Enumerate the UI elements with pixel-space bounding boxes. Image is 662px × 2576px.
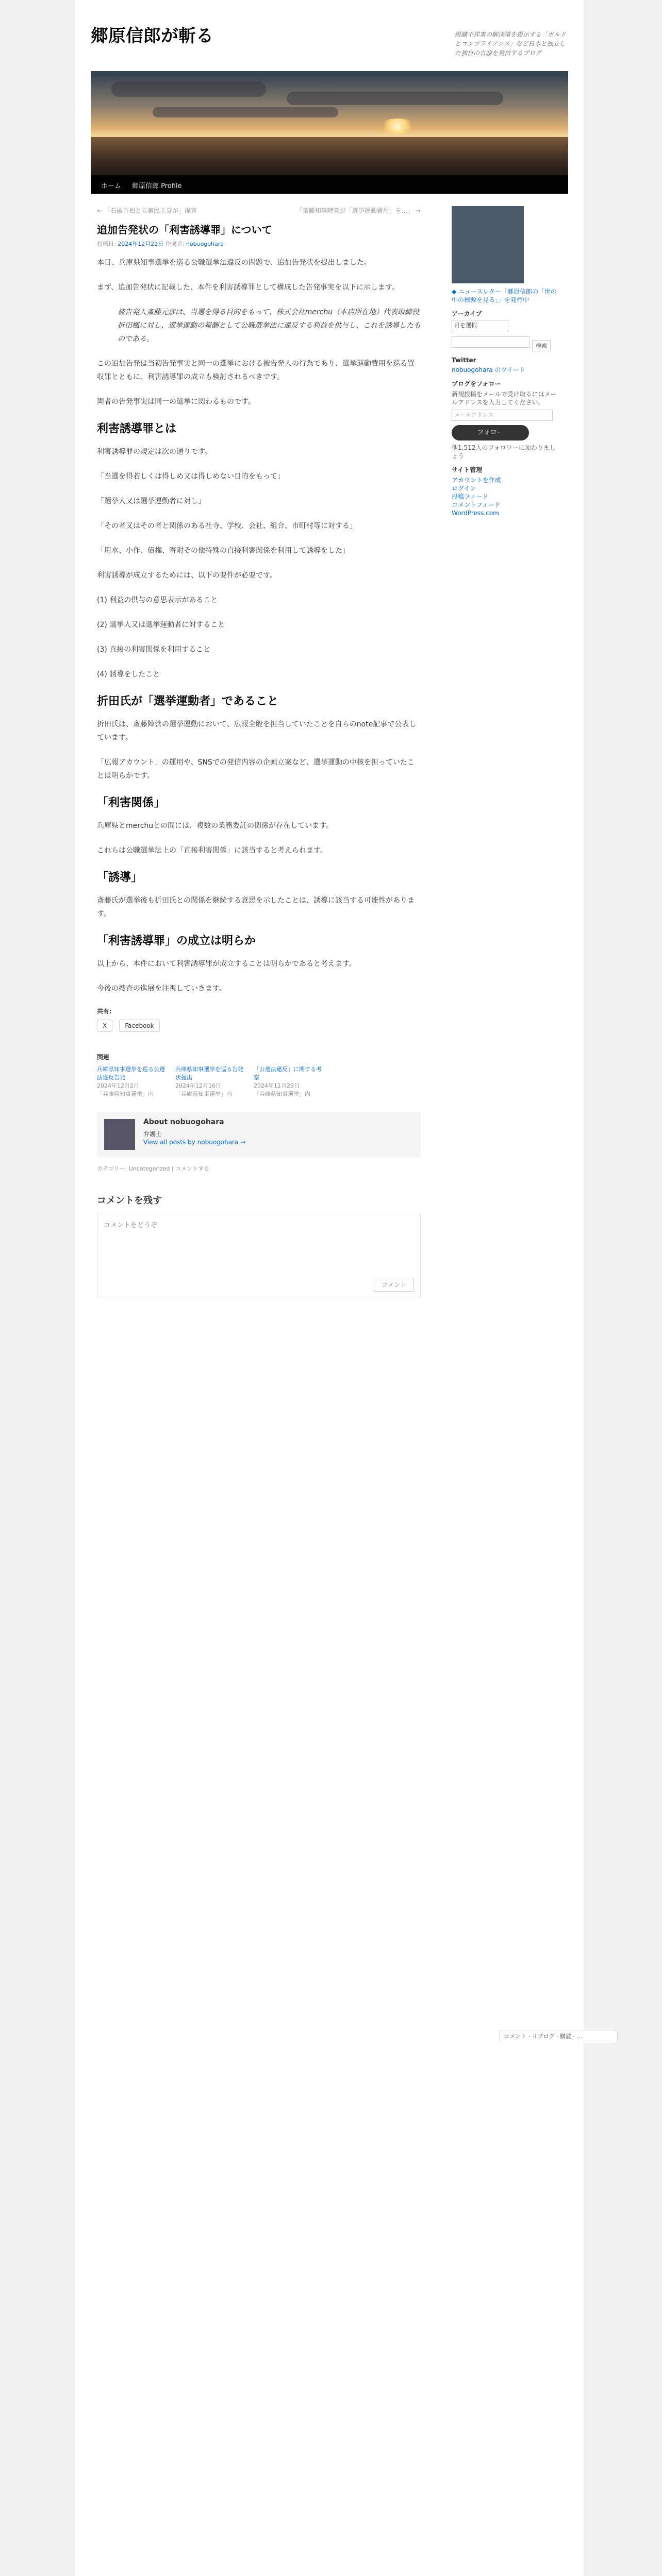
floating-comment-button[interactable]: コメント bbox=[504, 2033, 526, 2040]
paragraph: (2) 選挙人又は選挙運動者に対すること bbox=[97, 621, 225, 629]
author-box bbox=[97, 1112, 421, 1157]
header-cloud bbox=[111, 81, 266, 97]
admin-title: サイト管理 bbox=[452, 466, 483, 473]
paragraph: 折田氏は、斎藤陣営の選挙運動において、広報全般を担当していたことを自らのnote記事で公表しています。 bbox=[97, 720, 417, 742]
paragraph: まず、追加告発状に記載した、本件を利害誘導罪として構成した告発事実を以下に示します。 bbox=[97, 283, 399, 292]
header-cloud bbox=[287, 92, 503, 105]
follow-title: ブログをフォロー bbox=[452, 380, 501, 387]
next-post-link[interactable]: 「斎藤知事陣営が「選挙運動費用」を...」 → bbox=[296, 207, 421, 214]
related-post-category: 「兵庫県知事選挙」内 bbox=[254, 1091, 310, 1097]
post-navigation bbox=[97, 206, 421, 215]
related-post-date: 2024年12月16日 bbox=[175, 1082, 221, 1089]
paragraph: これらは公職選挙法上の「直接利害関係」に該当すると考えられます。 bbox=[97, 846, 327, 855]
section-heading: 利害誘導罪とは bbox=[97, 422, 177, 435]
main-navigation bbox=[91, 175, 568, 194]
category-line[interactable]: カテゴリー: Uncategorized | コメントする bbox=[97, 1165, 209, 1172]
author-name: About nobuogohara bbox=[143, 1118, 224, 1126]
nav-profile-link[interactable]: 郷原信郎 Profile bbox=[132, 182, 182, 190]
entry-meta bbox=[97, 240, 421, 248]
related-posts bbox=[97, 1065, 421, 1098]
paragraph: 兵庫県とmerchuとの間には、複数の業務委託の関係が存在しています。 bbox=[97, 822, 334, 830]
paragraph: 「当選を得若しくは得しめ又は得しめない目的をもって」 bbox=[97, 472, 285, 481]
related-post-title[interactable]: 兵庫県知事選挙を巡る公選法違反告発 bbox=[97, 1066, 165, 1081]
admin-link[interactable]: ログイン bbox=[452, 485, 476, 492]
site-title[interactable]: 郷原信郎が斬る bbox=[91, 26, 213, 46]
paragraph: 斎藤氏が選挙後も折田氏との関係を継続する意思を示したことは、誘導に該当する可能性があります。 bbox=[97, 896, 415, 918]
related-post[interactable] bbox=[97, 1065, 169, 1098]
paragraph: 「用水、小作、債権、寄附その他特殊の直接利害関係を利用して誘導をした」 bbox=[97, 547, 350, 555]
post-date-link[interactable]: 2024年12月21日 bbox=[118, 241, 164, 247]
comment-title: コメントを残す bbox=[97, 1195, 162, 1206]
meta-by: 作成者: bbox=[165, 241, 185, 247]
author-description: 弁護士 bbox=[143, 1130, 162, 1138]
share-label: 共有: bbox=[97, 1008, 112, 1015]
twitter-link[interactable]: nobuogohara のツイート bbox=[452, 366, 525, 374]
admin-link[interactable]: WordPress.com bbox=[452, 510, 499, 517]
admin-link[interactable]: アカウントを作成 bbox=[452, 477, 501, 484]
related-title: 関連 bbox=[97, 1054, 110, 1061]
follow-button[interactable]: フォロー bbox=[452, 425, 529, 440]
related-post-date: 2024年11月29日 bbox=[254, 1082, 300, 1089]
section-heading: 「利害関係」 bbox=[97, 796, 166, 809]
floating-more-button[interactable]: … bbox=[576, 2033, 583, 2040]
paragraph: 本日、兵庫県知事選挙を巡る公職選挙法違反の問題で、追加告発状を提出しました。 bbox=[97, 259, 371, 267]
entry-title: 追加告発状の「利害誘導罪」について bbox=[97, 224, 272, 236]
follow-text: 新規投稿をメールで受け取るにはメールアドレスを入力してください。 bbox=[452, 391, 557, 406]
related-post-category: 「兵庫県知事選挙」内 bbox=[97, 1091, 154, 1097]
page bbox=[75, 0, 584, 2576]
comment-input[interactable] bbox=[97, 1213, 421, 1298]
paragraph: 「広報アカウント」の運用や、SNSでの発信内容の企画立案など、選挙運動の中核を担っていたことは明らかです。 bbox=[97, 758, 415, 780]
share-buttons bbox=[97, 1020, 421, 1032]
admin-link[interactable]: 投稿フィード bbox=[452, 493, 489, 500]
twitter-title: Twitter bbox=[452, 357, 476, 364]
author-posts-link[interactable]: View all posts by nobuogohara → bbox=[143, 1139, 246, 1146]
paragraph: 「選挙人又は選挙運動者に対し」 bbox=[97, 497, 205, 505]
floating-subscribe-button[interactable]: 購読 bbox=[560, 2033, 571, 2040]
related-post-title[interactable]: 兵庫県知事選挙を巡る告発状提出 bbox=[175, 1066, 243, 1081]
meta-prefix: 投稿日: bbox=[97, 241, 116, 247]
profile-photo bbox=[452, 206, 524, 283]
section-heading: 折田氏が「選挙運動者」であること bbox=[97, 695, 279, 708]
related-post-title[interactable]: 「公選法違反」に関する考察 bbox=[254, 1066, 322, 1081]
paragraph: 両者の告発事実は同一の選挙に関わるものです。 bbox=[97, 398, 255, 406]
paragraph: 利害誘導が成立するためには、以下の要件が必要です。 bbox=[97, 571, 277, 580]
header-sun bbox=[379, 118, 416, 134]
header-sea bbox=[91, 137, 568, 175]
search-button[interactable]: 検索 bbox=[532, 340, 551, 351]
main-content bbox=[97, 206, 421, 1298]
search-input[interactable] bbox=[452, 336, 530, 348]
email-field[interactable]: メールアドレス bbox=[452, 410, 553, 421]
quote-block: 被告発人斎藤元彦は、当選を得る目的をもって、株式会社merchu（本店所在地）代表取締役折田楓に対し、選挙運動の報酬として公職選挙法に違反する利益を供与し、これを誘導したものである。 bbox=[118, 308, 421, 343]
share-x-button[interactable]: X bbox=[97, 1020, 112, 1032]
comment-submit-button[interactable]: コメント bbox=[374, 1278, 414, 1292]
site-description: 組織不祥事の解決策を提示する「ボルドとコンプライアンス」など日本と独立した独自の言論を発信するブログ bbox=[455, 31, 567, 57]
newsletter-link[interactable]: ◆ ニュースレター「郷原信郎の「世の中の根源を見る」」を発行中 bbox=[452, 288, 557, 303]
prev-post-link[interactable]: ← 「石破首相と立憲民主党が」提言 bbox=[97, 207, 197, 214]
share-facebook-button[interactable]: Facebook bbox=[119, 1020, 159, 1032]
section-heading: 「利害誘導罪」の成立は明らか bbox=[97, 935, 256, 947]
paragraph: 以上から、本件において利害誘導罪が成立することは明らかであると考えます。 bbox=[97, 960, 356, 968]
floating-action-bar: コメント · リブログ · 購読 · … bbox=[499, 2030, 618, 2043]
section-heading: 「誘導」 bbox=[97, 871, 143, 884]
paragraph: (4) 誘導をしたこと bbox=[97, 670, 160, 679]
admin-link[interactable]: コメントフィード bbox=[452, 501, 501, 509]
header-cloud bbox=[153, 107, 338, 117]
archive-title: アーカイブ bbox=[452, 310, 482, 317]
paragraph: 「その者又はその者と関係のある社寺、学校、会社、組合、市町村等に対する」 bbox=[97, 522, 357, 530]
paragraph: この追加告発は当初告発事実と同一の選挙における被告発人の行為であり、選挙運動費用を巡る買収罪とともに、利害誘導罪の成立も検討されるべきです。 bbox=[97, 360, 415, 381]
avatar bbox=[104, 1119, 135, 1150]
related-post-category: 「兵庫県知事選挙」内 bbox=[175, 1091, 232, 1097]
paragraph: 今後の捜査の進展を注視していきます。 bbox=[97, 985, 226, 993]
nav-home-link[interactable]: ホーム bbox=[101, 182, 122, 190]
comment-placeholder: コメントをどうぞ bbox=[104, 1222, 158, 1229]
related-post[interactable] bbox=[254, 1065, 326, 1098]
archive-select[interactable]: 月を選択 bbox=[452, 320, 508, 331]
follower-count: 他1,512人のフォロワーに加わりましょう bbox=[452, 444, 556, 460]
paragraph: 利害誘導罪の規定は次の通りです。 bbox=[97, 448, 212, 456]
sidebar bbox=[452, 206, 560, 517]
paragraph: (1) 利益の供与の意思表示があること bbox=[97, 596, 218, 604]
related-post-date: 2024年12月2日 bbox=[97, 1082, 139, 1089]
header-image bbox=[91, 71, 568, 175]
paragraph: (3) 直接の利害関係を利用すること bbox=[97, 646, 211, 654]
author-link[interactable]: nobuogohara bbox=[186, 241, 224, 247]
floating-reblog-button[interactable]: リブログ bbox=[532, 2033, 555, 2040]
comment-area bbox=[97, 1193, 421, 1298]
related-post[interactable] bbox=[175, 1065, 247, 1098]
